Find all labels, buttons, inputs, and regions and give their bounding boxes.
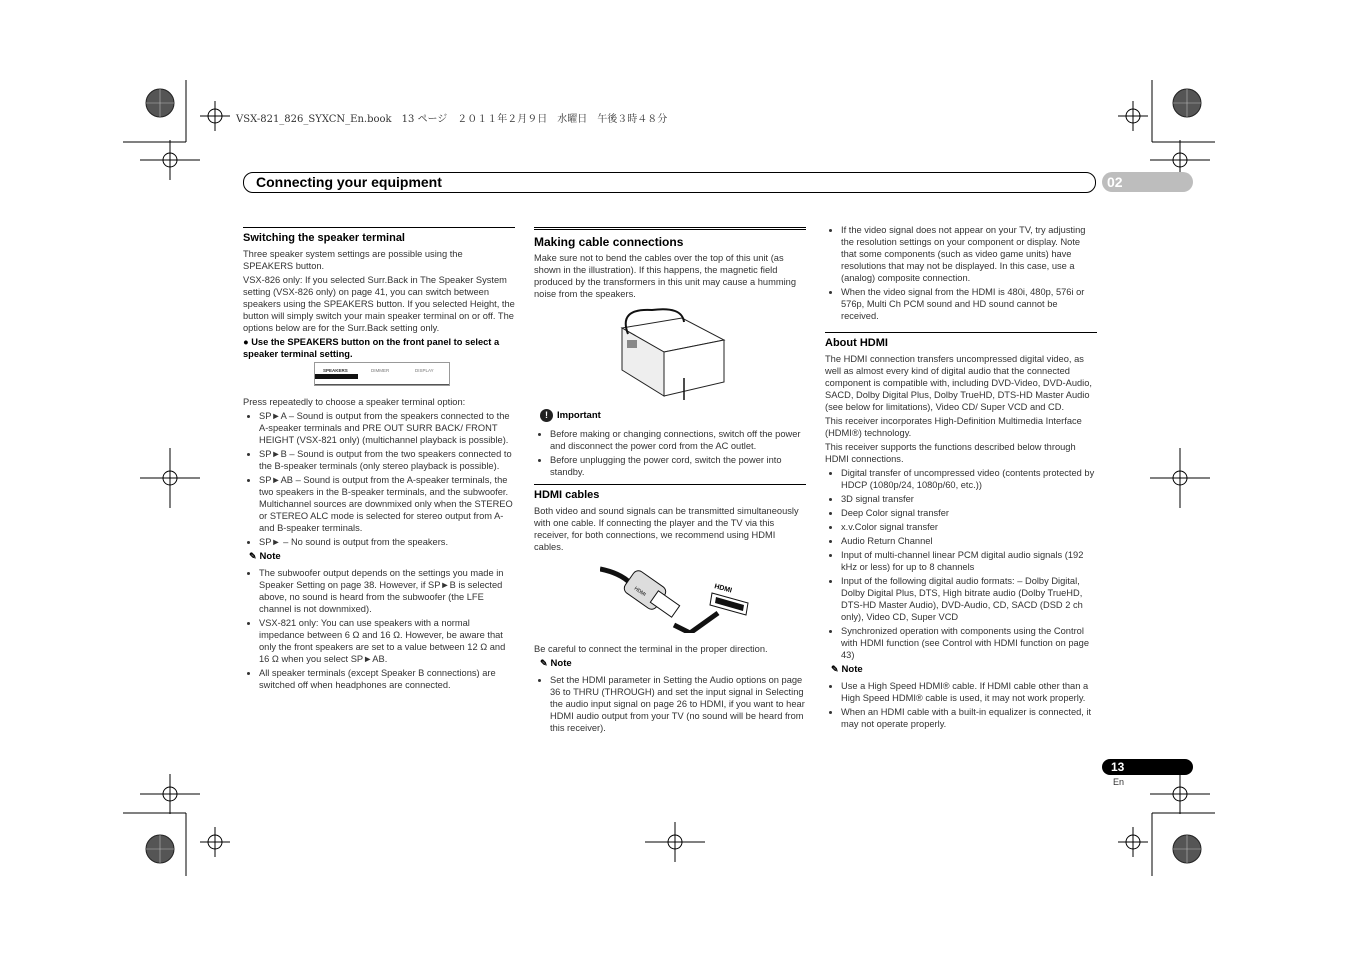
important-item: • Before making or changing connections, switch off the power and disconnect the power cord from the AC outlet. xyxy=(550,428,806,452)
receiver-cable-illustration xyxy=(612,308,732,403)
video-signal-item: • When the video signal from the HDMI is 480i, 480p, 576i or 576p, Multi Ch PCM sound and HD sound cannot be received. xyxy=(841,286,1097,322)
left-column xyxy=(243,227,515,693)
right-note-label: ✎ Note xyxy=(831,663,1097,676)
speakers-button-highlight xyxy=(315,374,358,379)
left-note-item: • All speaker terminals (except Speaker B connections) are switched off when headphones are connected. xyxy=(259,667,515,691)
hdmi-feature-item: • Input of the following digital audio formats: – Dolby Digital, Dolby Digital Plus, DTS, High bitrate audio (Dolby TrueHD, DTS-HD Master Audio), DVD-Audio, CD, SACD (DSD 2 ch only), Video CD, Super VCD xyxy=(841,575,1097,623)
left-note-item: • The subwoofer output depends on the settings you made in Speaker Setting on page 38. However, if SP►B is selected above, no sound is heard from the subwoofer (the LFE channel is not downmixed). xyxy=(259,567,515,615)
important-item: • Before unplugging the power cord, switch the power into standby. xyxy=(550,454,806,478)
right-column xyxy=(825,224,1097,732)
chapter-number: 02 xyxy=(1107,174,1123,190)
panel-label-speakers: SPEAKERS xyxy=(323,368,348,373)
right-note-item: • When an HDMI cable with a built-in equalizer is connected, it may not operate properly. xyxy=(841,706,1097,730)
vsx826-text: VSX-826 only: If you selected Surr.Back in The Speaker System setting (VSX-826 only) on page 41, you can switch between speakers using the SPEAKERS button. If you selected Height, the button will simply switch your main speaker terminal on or off. The options below are for the Surr.Back setting only. xyxy=(243,275,515,333)
important-label: ! Important xyxy=(540,409,806,422)
video-signal-item: • If the video signal does not appear on your TV, try adjusting the resolution settings on your component or display. Note that some components (such as video game units) have resolutions that may not be displayed. In this case, use a (analog) composite connection. xyxy=(841,224,1097,284)
cable-connections-heading: Making cable connections xyxy=(534,235,684,249)
panel-label-display: DISPLAY xyxy=(415,368,434,373)
hdmi-feature-item: • Input of multi-channel linear PCM digital audio signals (192 kHz or less) for up to 8 channels xyxy=(841,549,1097,573)
careful-text: Be careful to connect the terminal in the proper direction. xyxy=(534,644,768,654)
option-spb: • SP►B – Sound is output from the two speakers connected to the B-speaker terminals (only stereo playback is possible). xyxy=(259,448,515,472)
middle-note-label: ✎ Note xyxy=(540,657,806,670)
speaker-terminal-heading: Switching the speaker terminal xyxy=(243,232,405,244)
step-instruction: ● Use the SPEAKERS button on the front panel to select a speaker terminal setting. xyxy=(243,337,500,359)
print-header: VSX-821_826_SYXCN_En.book 13 ページ ２０１１年２月９日 水曜日 午後３時４８分 xyxy=(236,114,668,125)
hdmi-cables-heading: HDMI cables xyxy=(534,489,600,501)
about-hdmi-p1: The HDMI connection transfers uncompressed digital video, as well as almost every kind of digital audio that the connected component is compatible with, including DVD-Video, DVD-Audio, SACD, Dolby Digital Plus, Dolby TrueHD, DTS-HD Master Audio (see below for limitations), Video CD/ Super VCD and CD. xyxy=(825,354,1092,412)
option-spa: • SP►A – Sound is output from the speakers connected to the A-speaker terminals and PRE OUT SURR BACK/ FRONT HEIGHT (VSX-821 only) (multichannel playback is possible). xyxy=(259,410,515,446)
page-language: En xyxy=(1113,777,1125,787)
hdmi-plug-label: HDMI xyxy=(632,585,647,598)
important-list xyxy=(534,428,806,478)
hdmi-features-list xyxy=(825,467,1097,661)
hdmi-plug-illustration xyxy=(600,563,750,633)
hdmi-cables-text: Both video and sound signals can be transmitted simultaneously with one cable. If connecting the player and the TV via this receiver, for both connections, we recommend using HDMI cables. xyxy=(534,506,799,552)
left-note-label: ✎ Note xyxy=(249,550,515,563)
about-hdmi-p3: This receiver supports the functions described below through HDMI connections. xyxy=(825,442,1076,464)
hdmi-port-label: HDMI xyxy=(713,583,733,595)
about-hdmi-p2: This receiver incorporates High-Definition Multimedia Interface (HDMI®) technology. xyxy=(825,416,1082,438)
cable-intro: Make sure not to bend the cables over the top of this unit (as shown in the illustration). If this happens, the magnetic field produced by the transformers in this unit may cause a humming noise from the speakers. xyxy=(534,253,796,299)
hdmi-feature-item: • 3D signal transfer xyxy=(841,493,1097,505)
front-panel-illustration xyxy=(314,362,450,386)
video-signal-list xyxy=(825,224,1097,322)
hdmi-feature-item: • Synchronized operation with components using the Control with HDMI function (see Control with HDMI function on page 43) xyxy=(841,625,1097,661)
middle-note-item: • Set the HDMI parameter in Setting the Audio options on page 36 to THRU (THROUGH) and set the input signal in Selecting the audio input signal on page 26 to HDMI, if you want to hear HDMI audio output from your TV (no sound will be heard from this receiver). xyxy=(550,674,806,734)
about-hdmi-heading: About HDMI xyxy=(825,337,888,349)
option-sp-off: • SP► – No sound is output from the speakers. xyxy=(259,536,515,548)
left-notes-list xyxy=(243,567,515,691)
page-number: 13 xyxy=(1111,760,1125,774)
left-note-item: • VSX-821 only: You can use speakers with a normal impedance between 6 Ω and 16 Ω. However, be aware that only the front speakers are set to a value between 12 Ω and 16 Ω when you select SP►AB. xyxy=(259,617,515,665)
page-title: Connecting your equipment xyxy=(256,174,442,190)
speaker-intro: Three speaker system settings are possible using the SPEAKERS button. xyxy=(243,249,463,271)
hdmi-feature-item: • Deep Color signal transfer xyxy=(841,507,1097,519)
hdmi-feature-item: • Audio Return Channel xyxy=(841,535,1097,547)
speaker-options-list xyxy=(243,410,515,548)
panel-label-dimmer: DIMMER xyxy=(371,368,390,373)
middle-column xyxy=(534,227,806,736)
right-note-item: • Use a High Speed HDMI® cable. If HDMI cable other than a High Speed HDMI® cable is used, it may not work properly. xyxy=(841,680,1097,704)
middle-notes-list xyxy=(534,674,806,734)
press-repeatedly: Press repeatedly to choose a speaker terminal option: xyxy=(243,397,466,407)
hdmi-feature-item: • Digital transfer of uncompressed video (contents protected by HDCP (1080p/24, 1080p/60, etc.)) xyxy=(841,467,1097,491)
right-notes-list xyxy=(825,680,1097,730)
option-spab: • SP►AB – Sound is output from the A-speaker terminals, the two speakers in the B-speaker terminals, and the subwoofer. Multichannel sources are downmixed only when the STEREO or STEREO ALC mode is selected for stereo output from A- and B-speaker terminals. xyxy=(259,474,515,534)
important-icon: ! xyxy=(540,409,553,422)
hdmi-feature-item: • x.v.Color signal transfer xyxy=(841,521,1097,533)
